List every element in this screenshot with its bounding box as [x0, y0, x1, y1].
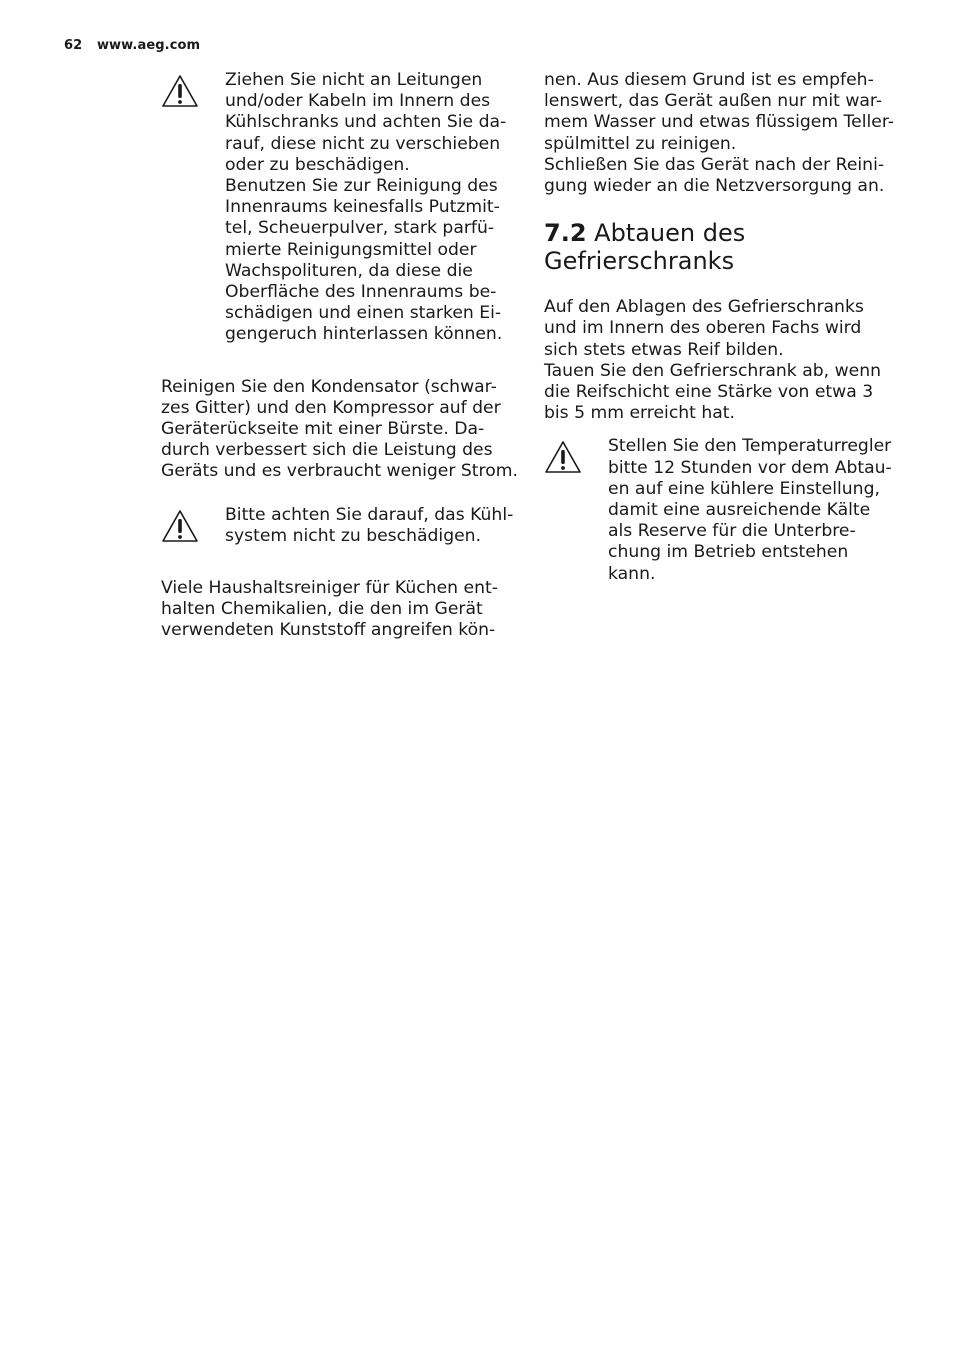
text-line: Stellen Sie den Temperaturregler	[608, 436, 892, 457]
text-line: Schließen Sie das Gerät nach der Reini-	[544, 154, 885, 175]
warning-triangle-icon	[161, 509, 199, 543]
warning-block-cooling-system	[161, 505, 521, 547]
text-line: bis 5 mm erreicht hat.	[544, 403, 736, 424]
spacer	[544, 197, 904, 219]
warning-triangle-icon	[161, 74, 199, 108]
text-line: verwendeten Kunststoff angreifen kön-	[161, 620, 496, 641]
text-line: Viele Haushaltsreiniger für Küchen ent-	[161, 578, 498, 599]
section-title: Abtauen des	[594, 219, 746, 248]
section-heading	[544, 219, 904, 275]
text-line: und/oder Kabeln im Innern des	[225, 91, 491, 112]
text-line: nen. Aus diesem Grund ist es empfeh-	[544, 70, 874, 90]
text-line: Geräts und es verbraucht weniger Strom.	[161, 461, 518, 482]
text-line: system nicht zu beschädigen.	[225, 525, 482, 546]
text-line: bitte 12 Stunden vor dem Abtau-	[608, 457, 892, 478]
text-line: en auf eine kühlere Einstellung,	[608, 478, 880, 499]
text-line: Auf den Ablagen des Gefrierschranks	[544, 297, 864, 318]
text-line: mierte Reinigungsmittel oder	[225, 239, 477, 260]
page-header	[64, 38, 200, 53]
paragraph-condenser	[161, 377, 521, 483]
text-line: gengeruch hinterlassen können.	[225, 324, 503, 345]
spacer	[544, 275, 904, 297]
text-line: sich stets etwas Reif bilden.	[544, 339, 784, 360]
text-line: und im Innern des oberen Fachs wird	[544, 318, 862, 339]
section-heading-line	[544, 219, 904, 247]
text-line: Innenraums keinesfalls Putzmit-	[225, 197, 500, 218]
right-column	[544, 70, 904, 585]
text-line: Reinigen Sie den Kondensator (schwar-	[161, 376, 497, 397]
warning-text	[225, 505, 521, 547]
text-line: die Reifschicht eine Stärke von etwa 3	[544, 382, 874, 403]
website-link[interactable]: www.aeg.com	[96, 38, 201, 53]
text-line: Ziehen Sie nicht an Leitungen	[225, 70, 483, 90]
text-line: Tauen Sie den Gefrierschrank ab, wenn	[544, 360, 881, 381]
text-line: zes Gitter) und den Kompressor auf der	[161, 397, 501, 418]
text-line: Bitte achten Sie darauf, das Kühl-	[225, 504, 514, 525]
text-line: Oberfläche des Innenraums be-	[225, 282, 497, 303]
spacer	[161, 547, 521, 578]
text-line: mem Wasser und etwas flüssigem Teller-	[544, 112, 894, 133]
text-line: damit eine ausreichende Kälte	[608, 500, 871, 521]
warning-text	[225, 70, 521, 346]
text-line: Kühlschranks und achten Sie da-	[225, 112, 507, 133]
text-line: spülmittel zu reinigen.	[544, 133, 737, 154]
text-line: Benutzen Sie zur Reinigung des	[225, 176, 498, 197]
text-line: durch verbessert sich die Leistung des	[161, 440, 493, 461]
text-line: tel, Scheuerpulver, stark parfü-	[225, 218, 495, 239]
section-number: 7.2	[544, 219, 587, 248]
text-line: kann.	[608, 563, 656, 584]
section-title-line-2: Gefrierschranks	[544, 247, 735, 276]
warning-text	[608, 436, 904, 584]
text-line: oder zu beschädigen.	[225, 154, 410, 175]
spacer	[161, 483, 521, 505]
paragraph-cleaners	[161, 578, 521, 642]
paragraph-cleaning-continued	[544, 70, 904, 197]
text-line: Geräterückseite mit einer Bürste. Da-	[161, 419, 485, 440]
spacer	[544, 424, 904, 436]
left-column	[161, 70, 521, 642]
warning-triangle-icon	[544, 440, 582, 474]
text-line: gung wieder an die Netzversorgung an.	[544, 176, 885, 197]
text-line: chung im Betrieb entstehen	[608, 542, 849, 563]
text-line: rauf, diese nicht zu verschieben	[225, 133, 501, 154]
text-line: lenswert, das Gerät außen nur mit war-	[544, 91, 883, 112]
text-line: Wachspolituren, da diese die	[225, 260, 473, 281]
text-line: als Reserve für die Unterbre-	[608, 521, 856, 542]
spacer	[161, 346, 521, 377]
warning-block-temperature	[544, 436, 904, 584]
text-line: halten Chemikalien, die den im Gerät	[161, 599, 483, 620]
text-line: schädigen und einen starken Ei-	[225, 303, 502, 324]
warning-block-cables	[161, 70, 521, 346]
paragraph-frost	[544, 297, 904, 424]
page-number: 62	[64, 38, 83, 53]
